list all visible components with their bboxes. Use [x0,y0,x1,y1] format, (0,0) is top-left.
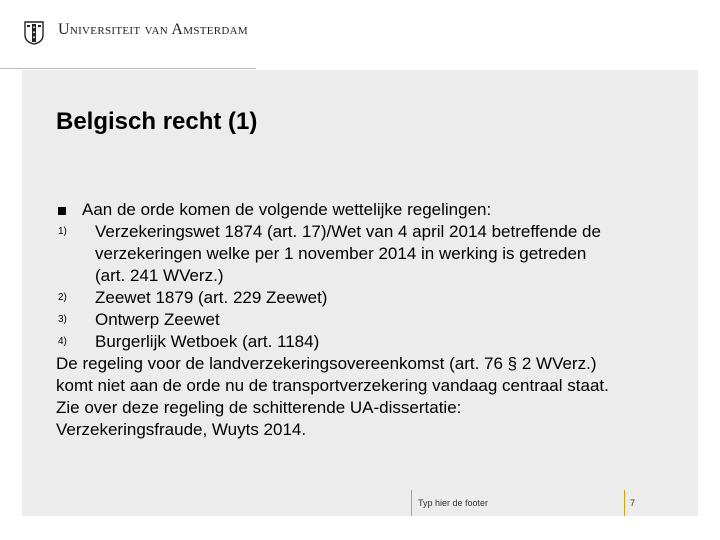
page-number: 7 [630,498,636,508]
list-item-number: 2) [58,292,67,303]
closing-line: De regeling voor de landverzekeringsovereenkomst (art. 76 § 2 WVerz.) [56,354,597,373]
list-item-line: (art. 241 WVerz.) [95,266,224,285]
list-item-line: Zeewet 1879 (art. 229 Zeewet) [95,288,328,307]
list-item-line: Ontwerp Zeewet [95,310,220,329]
list-item-number: 1) [58,226,67,237]
footer-divider [624,490,625,516]
intro-line: Aan de orde komen de volgende wettelijke regelingen: [82,200,492,219]
footer-divider [411,490,412,516]
list-item-number: 4) [58,336,67,347]
closing-line: Verzekeringsfraude, Wuyts 2014. [56,420,307,439]
footer-text: Typ hier de footer [418,498,489,508]
university-name: Universiteit van Amsterdam [58,21,248,38]
list-item-line: Burgerlijk Wetboek (art. 1184) [95,332,320,351]
slide-title: Belgisch recht (1) [56,108,258,135]
closing-line: Zie over deze regeling de schitterende UA-dissertatie: [56,398,462,417]
list-item-line: Verzekeringswet 1874 (art. 17)/Wet van 4 april 2014 betreffende de [95,222,601,241]
bullet-square-icon [58,207,66,215]
list-item-line: verzekeringen welke per 1 november 2014 in werking is getreden [95,244,587,263]
closing-line: komt niet aan de orde nu de transportverzekering vandaag centraal staat. [56,376,609,395]
list-item-number: 3) [58,314,67,325]
